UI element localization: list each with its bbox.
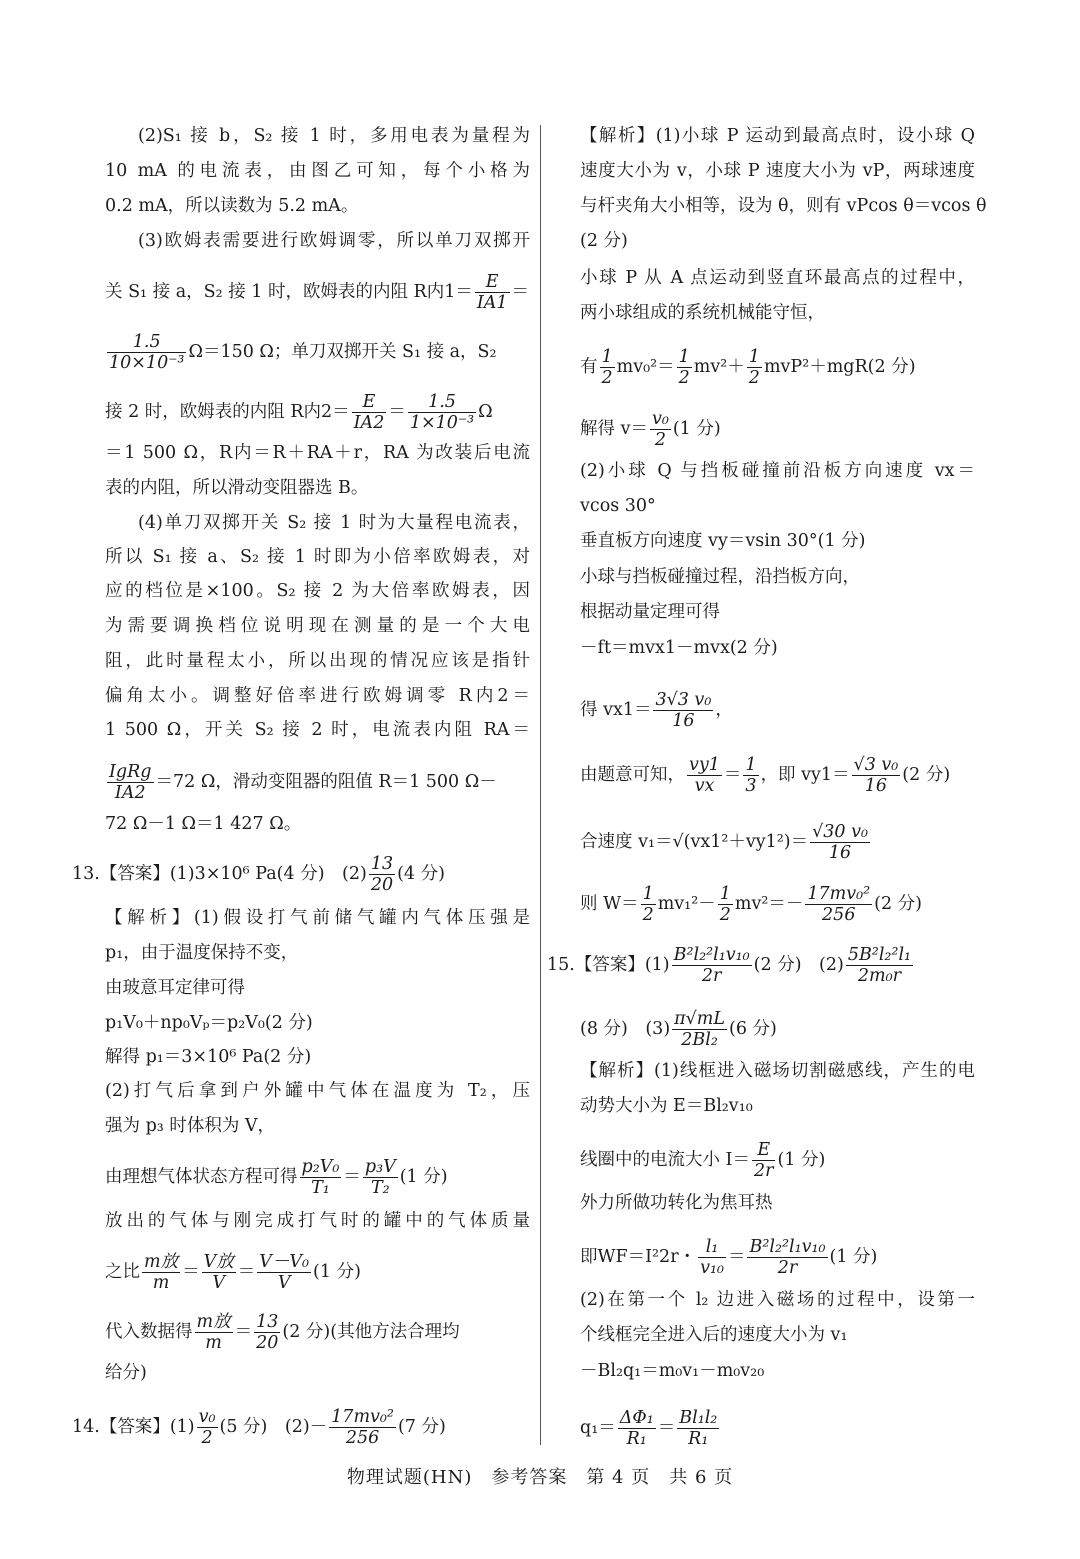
- text-line: 强为 p₃ 时体积为 V，: [105, 1116, 276, 1136]
- fraction: $\frac{1}{2}$: [601, 347, 613, 388]
- text-line: 由玻意耳定律可得: [105, 978, 245, 998]
- text-line: p₁V₀＋np₀Vₚ＝p₂V₀(2 分): [105, 1013, 313, 1033]
- fraction: $\frac{\text{17mv₀²}}{256}$: [807, 884, 871, 925]
- fraction: $\frac{\text{p₃V}}{\text{T₂}}$: [364, 1157, 396, 1198]
- formula-line: 接 2 时，欧姆表的内阻 R内2＝ $\frac{E}{IA2}$ ＝ $\frac{1.5}{\text{1×10⁻³}}$ Ω: [105, 392, 493, 433]
- formula-line: 关 S₁ 接 a，S₂ 接 1 时，欧姆表的内阻 R内1＝ $\frac{E}{IA1}$ ＝: [105, 272, 530, 313]
- text-line: 根据动量定理可得: [580, 602, 720, 622]
- fraction: $\frac{\text{3√3 v₀}}{16}$: [655, 690, 712, 731]
- fraction: $\frac{E}{IA1}$: [476, 272, 508, 313]
- fraction: $\frac{1}{2}$: [748, 347, 760, 388]
- formula-line: IgRg IA2 ＝72 Ω，滑动变阻器的阻值 R＝1 500 Ω－: [109, 762, 497, 803]
- fraction: $\frac{\text{5B²l₂²l₁}}{\text{2m₀r}}$: [847, 945, 912, 986]
- answer-13: 13.【答案】(1)3×10⁶ Pa(4 分) (2) $\frac{13}{20}$ (4 分): [72, 854, 445, 895]
- text-line: 两小球组成的系统机械能守恒，: [580, 303, 825, 323]
- formula-line: 即WF＝I²2r・ $\frac{\text{l₁}}{\text{v₁₀}}$ ＝ $\frac{\text{B²l₂²l₁v₁₀}}{2r}$ (1 分): [580, 1237, 878, 1278]
- formula-line: (8 分) (3) $\frac{\pi√mL}{\text{2Bl₂}}$ (6 分): [580, 1009, 777, 1050]
- text-line: 所以 S₁ 接 a、S₂ 接 1 时即为小倍率欧姆表，对: [105, 547, 530, 567]
- text-line: 速度大小为 v，小球 P 速度大小为 vP，两球速度: [580, 161, 975, 181]
- text-line: 【解析】(1)线框进入磁场切割磁感线，产生的电: [580, 1061, 975, 1081]
- formula-line: 解得 v＝ $\frac{\text{v₀}}{2}$ (1 分): [580, 409, 721, 450]
- text-line: 解得 p₁＝3×10⁶ Pa(2 分): [105, 1047, 312, 1067]
- answer-14: 14.【答案】(1) $\frac{\text{v₀}}{2}$ (5 分) (2)－ $\frac{\text{17mv₀²}}{256}$ (7 分): [72, 1407, 446, 1448]
- fraction: m放 m: [196, 1312, 231, 1353]
- text-line: 小球 P 从 A 点运动到竖直环最高点的过程中，: [580, 268, 975, 288]
- fraction: $\frac{\text{l₁}}{\text{v₁₀}}$: [700, 1237, 724, 1278]
- fraction: $\frac{\text{p₂V₀}}{\text{T₁}}$: [301, 1157, 340, 1198]
- formula-line: 合速度 v₁＝√(vx1²＋vy1²)＝ $\frac{\text{√30 v₀}}{16}$: [580, 822, 868, 863]
- text-line: (3)欧姆表需要进行欧姆调零，所以单刀双掷开: [138, 231, 530, 251]
- fraction: m放 m: [144, 1252, 179, 1293]
- fraction: $\frac{13}{20}$: [256, 1312, 279, 1353]
- formula-line: 线圈中的电流大小 I＝ $\frac{E}{2r}$ (1 分): [580, 1140, 826, 1181]
- fraction: $\frac{\text{Bl₁l₂}}{\text{R₁}}$: [679, 1408, 718, 1449]
- text-line: 外力所做功转化为焦耳热: [580, 1193, 773, 1213]
- text-line: －Bl₂q₁＝m₀v₁－m₀v₂₀: [580, 1361, 765, 1381]
- fraction: $\frac{vy1}{vx}$: [689, 755, 720, 796]
- column-divider: [540, 125, 541, 1445]
- text-line: 个线框完全进入后的速度大小为 v₁: [580, 1325, 848, 1345]
- text-line: ＝1 500 Ω，R内＝R＋RA＋r，RA 为改装后电流: [105, 443, 530, 463]
- text-line: (2 分): [580, 231, 628, 251]
- fraction: $\frac{\text{17mv₀²}}{256}$: [331, 1407, 394, 1448]
- fraction: $\frac{1}{2}$: [678, 347, 690, 388]
- formula-line: 代入数据得 m放 m ＝ $\frac{13}{20}$ (2 分)(其他方法合理均: [105, 1312, 460, 1353]
- text-line: 给分): [105, 1363, 147, 1383]
- fraction: $\frac{1}{2}$: [642, 884, 654, 925]
- fraction: IgRg IA2: [109, 762, 152, 803]
- text-line: 放出的气体与刚完成打气时的罐中的气体质量: [105, 1211, 530, 1231]
- text-line: 【解析】(1)假设打气前储气罐内气体压强是: [105, 908, 530, 928]
- text-line: 小球与挡板碰撞过程，沿挡板方向，: [580, 567, 860, 587]
- answer-15: 15.【答案】(1) $\frac{\text{B²l₂²l₁v₁₀}}{2r}$ (2 分) (2) $\frac{\text{5B²l₂²l₁}}{\text{2m₀r}}$: [547, 945, 912, 986]
- text-line: (2)小球 Q 与挡板碰撞前沿板方向速度 vx＝: [580, 461, 975, 481]
- text-line: 1 500 Ω，开关 S₂ 接 2 时，电流表内阻 RA＝: [105, 720, 530, 740]
- fraction: $\frac{1}{2}$: [719, 884, 731, 925]
- text-line: 【解析】(1)小球 P 运动到最高点时，设小球 Q: [580, 126, 975, 146]
- fraction: $\frac{E}{IA2}$: [353, 392, 385, 433]
- text-line: 表的内阻，所以滑动变阻器选 B。: [105, 478, 369, 498]
- text-line: 10 mA 的电流表，由图乙可知，每个小格为: [105, 161, 530, 181]
- formula-line: 由题意可知， $\frac{vy1}{vx}$ ＝ $\frac{1}{3}$ ，即 vy1＝ $\frac{\text{√3 v₀}}{16}$ (2 分): [580, 755, 951, 796]
- text-line: 0.2 mA，所以读数为 5.2 mA。: [105, 196, 359, 216]
- fraction: $\frac{13}{20}$: [370, 854, 394, 895]
- fraction: $\frac{E}{2r}$: [753, 1140, 774, 1181]
- text-line: －ft＝mvx1－mvx(2 分): [580, 638, 778, 658]
- text-line: 动势大小为 E＝Bl₂v₁₀: [580, 1096, 753, 1116]
- fraction: $\frac{1.5}{\text{1×10⁻³}}$: [409, 392, 475, 433]
- text-line: (2)S₁ 接 b，S₂ 接 1 时，多用电表为量程为: [138, 126, 530, 146]
- fraction: $\frac{\text{V－V₀}}{V}$: [259, 1252, 310, 1293]
- fraction: V放 V: [203, 1252, 234, 1293]
- fraction: $\frac{\text{B²l₂²l₁v₁₀}}{2r}$: [673, 945, 750, 986]
- text-line: 与杆夹角大小相等，设为 θ，则有 vPcos θ＝vcos θ: [580, 196, 987, 216]
- fraction: $\frac{\text{ΔΦ₁}}{\text{R₁}}$: [619, 1408, 654, 1449]
- text-line: 应的档位是×100。S₂ 接 2 为大倍率欧姆表，因: [105, 581, 530, 601]
- formula-line: 之比 m放 m ＝ V放 V ＝ $\frac{\text{V－V₀}}{V}$ (1 分): [105, 1252, 361, 1293]
- fraction: $\frac{\text{√30 v₀}}{16}$: [812, 822, 868, 863]
- text-line: 阻，此时量程太小，所以出现的情况应该是指针: [105, 651, 530, 671]
- text-line: 偏角太小。调整好倍率进行欧姆调零 R内2＝: [105, 686, 530, 706]
- page-footer: 物理试题(HN) 参考答案 第 4 页 共 6 页: [346, 1467, 734, 1488]
- text-line: p₁，由于温度保持不变，: [105, 943, 299, 963]
- fraction: $\frac{1}{3}$: [745, 755, 757, 796]
- formula-line: 得 vx1＝ $\frac{\text{3√3 v₀}}{16}$ ，: [580, 690, 733, 731]
- fraction: $\frac{\text{v₀}}{2}$: [198, 1407, 216, 1448]
- text-line: vcos 30°: [580, 496, 656, 516]
- text-line: 为需要调换档位说明现在测量的是一个大电: [105, 616, 530, 636]
- fraction: $\frac{1.5}{\text{10×10⁻³}}$: [109, 332, 185, 373]
- fraction: $\frac{\text{√3 v₀}}{16}$: [853, 755, 899, 796]
- formula-line: q₁＝ $\frac{\text{ΔΦ₁}}{\text{R₁}}$ ＝ $\frac{\text{Bl₁l₂}}{\text{R₁}}$: [580, 1408, 718, 1449]
- fraction: $\frac{\pi√mL}{\text{2Bl₂}}$: [674, 1009, 726, 1050]
- fraction: $\frac{\text{B²l₂²l₁v₁₀}}{2r}$: [749, 1237, 826, 1278]
- text-line: (4)单刀双掷开关 S₂ 接 1 时为大量程电流表，: [138, 513, 530, 533]
- fraction: $\frac{\text{v₀}}{2}$: [651, 409, 669, 450]
- text-line: (2)打气后拿到户外罐中气体在温度为 T₂，压: [105, 1081, 530, 1101]
- formula-line: $\frac{1.5}{\text{10×10⁻³}}$ Ω＝150 Ω；单刀双掷开关 S₁ 接 a，S₂: [109, 332, 497, 373]
- text-line: 72 Ω－1 Ω＝1 427 Ω。: [105, 814, 302, 834]
- formula-line: 由理想气体状态方程可得 $\frac{\text{p₂V₀}}{\text{T₁}}$ ＝ $\frac{\text{p₃V}}{\text{T₂}}$ (1 分): [105, 1157, 448, 1198]
- text-line: 垂直板方向速度 vy＝vsin 30°(1 分): [580, 531, 866, 551]
- text-line: (2)在第一个 l₂ 边进入磁场的过程中，设第一: [580, 1290, 975, 1310]
- formula-line: 有 $\frac{1}{2}$ mv₀²＝ $\frac{1}{2}$ mv²＋ $\frac{1}{2}$ mvP²＋mgR(2 分): [580, 347, 916, 388]
- formula-line: 则 W＝ $\frac{1}{2}$ mv₁²－ $\frac{1}{2}$ mv²＝－ $\frac{\text{17mv₀²}}{256}$ (2 分): [580, 884, 922, 925]
